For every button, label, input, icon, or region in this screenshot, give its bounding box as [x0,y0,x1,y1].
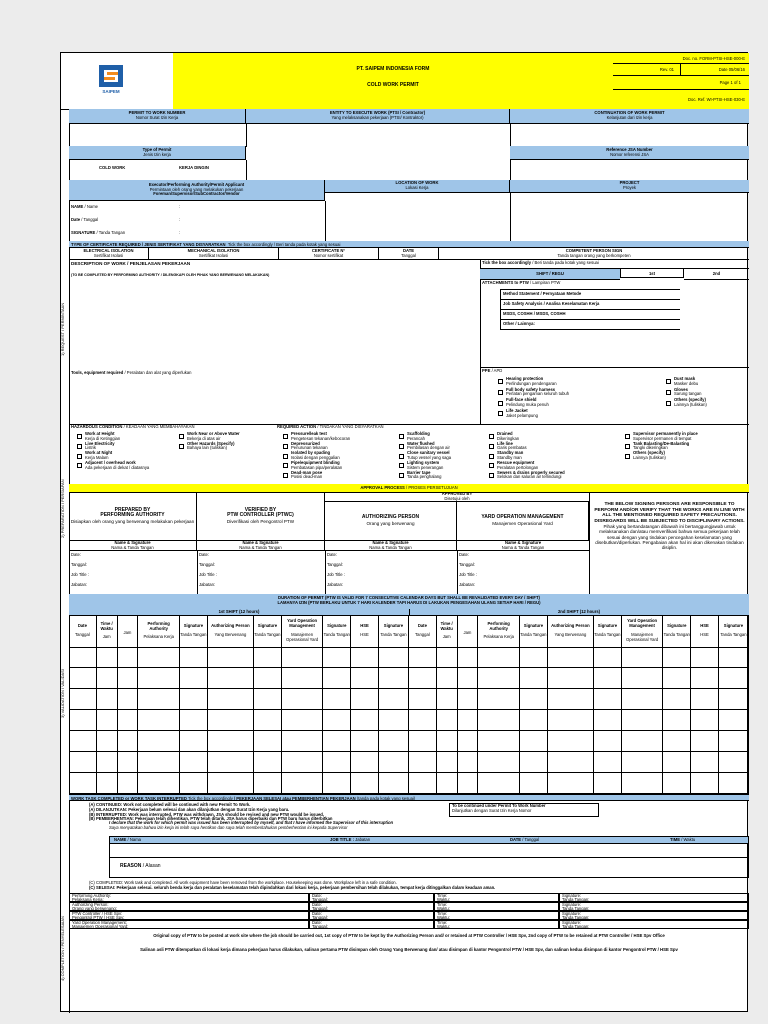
cold-work-label: COLD WORK [99,165,126,170]
logo-box [61,53,174,109]
cert-electrical: ELECTRICAL ISOLATION Sertifikat Isolasi [69,248,149,259]
project-header: PROJECT Proyek [510,180,749,193]
validation-col-header: Yard Operation Management Manajemen Operasional Yard [622,615,664,647]
approved-by: APPROVED BY Disetujui oleh [325,492,589,502]
date-field-label: Date / Tanggal [71,217,99,222]
name-sig-2: Name & Signature Nama & Tanda Tangan [197,541,325,551]
sign-box-1[interactable]: Date: Tanggal: Job Title : Jabatan: [69,551,198,594]
sign-cell[interactable]: Date: Tanggal: [309,893,434,902]
ref-jsa-field[interactable] [510,160,749,181]
action-item[interactable]: Standby man Standby man [489,451,565,461]
validation-col-header: Authorizing Person Yang Berwenang [208,615,254,647]
action-col-4 [399,432,451,480]
responsibility-notice: THE BELOW SIGNING PERSONS ARE RESPONSIBLE TO PERFORM AND/OR VERIFY THAT THE WORKS ARE IN LINE WITH ALL THE MENTIONED REQUIRED SAFETY PRECAUTIONS. DISREGARDS WILL BE SUBJECTED TO DISCIPLINARY ACTIONS. Pihak yang bertandatangan dibawah ini bertanggungjawab untuk melaksanakan dan/atau memverifikasi bahwa semua pekerjaan telah sesuai dengan yang tindakan pencegahan keselamatan yang disebutkan/diperlukan. Pengabaian akan hal ini akan dikenakan tindakan disiplin. [589,492,749,594]
verified-by: VERIFIED BY PTW CONTROLLER (PTWC) Diverifikasi oleh Pengontrol PTW [197,492,325,540]
declaration-input-row[interactable] [109,844,749,858]
rev: Rev. 01 [613,64,681,76]
cert-competent: COMPETENT PERSON SIGN Tanda tangan orang yang berkompeten [557,247,631,258]
validation-col-header: Signature Tanda Tangan [520,615,548,647]
page-number: Page 1 of 1 [613,76,749,90]
sign-box-4[interactable]: Date: Tanggal: Job Title : Jabatan: [459,552,477,587]
ppe-item[interactable]: Life Jacket Jaket pelampung [498,409,569,419]
validation-col-header: Performing Authority Pelaksana Kerja [478,615,520,647]
ppe-item[interactable]: Full-face shield Pelindung muka penuh [498,398,569,408]
hazard-item[interactable]: Work at Night Kerja Malam [77,451,149,461]
company-name: PT. SAIPEM INDONESIA FORM [356,66,430,72]
doc-date: Date 05/06/16 [681,64,749,76]
kerja-dingin-label: KERJA DINGIN [179,165,209,170]
action-item[interactable]: Others (specify) Lainnya (tuliskan) [625,451,698,461]
action-item[interactable]: Rescue equipment Peralatan pertolongan [489,461,565,471]
sign-cell[interactable]: Signature: Tanda Tangan: [559,911,749,920]
logo-text: SAIPEM [102,89,120,94]
description-title: DESCRIPTION OF WORK / PENJELASAN PEKERJAAN [71,261,191,266]
validation-grid[interactable] [69,647,749,794]
form-title: COLD WORK PERMIT [367,82,419,88]
validation-col-header: Signature Tanda Tangan [379,615,409,647]
ppe-item[interactable]: Gloves Sarung tangan [666,388,707,398]
completion-title: WORK TASK COMPLETED or WORK TASK INTERRUPTED Tick the box accordingly / PEKERJAAN SELESAI atau PEMBERHENTIAN PEKERJAAN (tanda pada kotak yang sesuai) [69,794,749,801]
attach-item[interactable]: MSDS, COSHH / MSDS, COSHH [500,309,680,319]
sign-cell[interactable]: Signature: Tanda Tangan: [559,893,749,902]
ppe-item[interactable]: Full body safety harness Perlatan pengaman seluruh tubuh [498,388,569,398]
hazard-item[interactable]: Adjacent / overhead work Ada pekerjaan di dekat / diatasnya [77,461,149,471]
authorizing-person: AUTHORIZING PERSON Orang yang berwenang [325,502,457,540]
sign-cell[interactable]: Signature: Tanda Tangan: [559,920,749,929]
cert-number: CERTIFICATE N° Nomor sertifikat [279,248,379,259]
executor-header: Executor/Performing Authority/Permit Applicant Permintaan oleh orang yang melakukan pekerjaan Foreman/Supervisor/SubContractor/Vendor [69,180,325,201]
hazard-col-1 [77,432,149,471]
sign-cell[interactable]: Time: Waktu: [434,893,559,902]
doc-number: Doc. no. FORM-PTSI-HSE-000-E [613,53,749,64]
action-item[interactable]: Barrier tape Tanda penghalang [399,471,451,481]
sidebar-preparation-label: 2) PREPARATION / PERSIAPAN [60,479,65,539]
shift-headers: 1st SHIFT (12 hours) 2nd SHIFT (12 hours) [69,609,749,616]
validation-col-header: Signature Tanda Tangan [719,615,749,647]
reason-label: REASON / Alasan [120,863,161,869]
project-field[interactable] [510,193,749,242]
validation-col-header: HSE HSE [691,615,719,647]
shift-second[interactable]: 2nd [684,268,749,280]
shift-first[interactable]: 1st [620,268,684,278]
shift-header: SHIFT / REGU [480,268,620,280]
action-item[interactable]: Pressure/leak test Pengetesan tekanan/kebocoran [283,432,350,442]
action-col-6 [625,432,698,461]
ppe-left-list [498,377,569,420]
checkbox[interactable] [498,390,503,395]
description-section [69,259,481,425]
location-header: LOCATION OF WORK Lokasi Kerja [325,180,510,193]
checkbox[interactable] [498,401,503,406]
attachments-list [500,289,680,330]
action-item[interactable]: Depressurized Penurunan tekanan [283,442,350,452]
action-item[interactable]: Lighting system Sistem penerangan [399,461,451,471]
hazard-item[interactable]: Live Electricity Listrik [77,442,149,452]
ppe-item[interactable]: Hearing protection Perlindungan pendengaran [498,377,569,387]
cert-date: DATE Tanggal [379,248,439,259]
action-item[interactable]: Sewers & drains properly secured Selokan dan saluran air terlindungi [489,471,565,481]
doc-ref: Doc. Ref. WI-PTSI-HSE-030-E [687,97,745,102]
yard-operation: YARD OPERATION MANAGEMENT Manajemen Operasional Yard [457,502,589,540]
sign-cell[interactable]: Time: Waktu: [434,902,559,911]
sign-cell[interactable]: Time: Waktu: [434,920,559,929]
certificate-title: TYPE OF CERTIFICATE REQUIRED / JENIS SERTIFIKAT YANG DISYARATKAN Tick the box accordingly / Beri tanda pada kotak yang sesuai [69,241,749,248]
cert-mechanical: MECHANICAL ISOLATION Sertifikat Isolasi [149,248,279,259]
hazard-item[interactable]: Other Hazards (Specify) Bahaya lain (tuliskan) [179,442,240,452]
entity-field[interactable] [246,124,511,181]
sidebar-request-label: 1) REQUEST / PERMINTAAN [60,302,65,356]
doc-info-box [613,53,749,109]
sign-cell[interactable]: Date: Tanggal: [309,920,434,929]
title-box [173,53,614,109]
hazard-item[interactable]: Work at Height Kerja di Ketinggian [77,432,149,442]
description-note: (TO BE COMPLETED BY PERFORMING AUTHORITY / DILENGKAPI OLEH PIHAK YANG BERWENANG MELAKUKAN) [71,273,270,277]
ppe-right-list [666,377,707,409]
validation-col-header: Signature Tanda Tangan [254,615,282,647]
validation-col-header: Signature Tanda Tangan [180,615,208,647]
ppe-item[interactable]: Others (specify) Lainnya (tuliskan) [666,398,707,408]
attach-item[interactable]: Method Statement / Pernyataan Metode [500,289,680,299]
checkbox[interactable] [666,401,671,406]
validation-col-header: Date Tanggal [69,615,97,647]
sign-cell[interactable]: Yard Operation Management: Manajemen Operasional Yard: [69,920,309,929]
hazard-col-2 [179,432,240,451]
continuation-header: CONTINUATION OF WORK PERMIT Kelanjutan dari Izin kerja [510,109,749,124]
attachments-section [480,259,749,425]
validation-col-header: Signature Tanda Tangan [594,615,622,647]
action-item[interactable]: Life line Garis pembatas [489,442,565,452]
action-item[interactable]: Pipe/equipment blinding Pembatasan pipa/peralatan [283,461,350,471]
action-item[interactable]: Scaffolding Perancah [399,432,451,442]
prepared-by: PREPARED BY PERFORMING AUTHORITY Disiapkan oleh orang yang berwenang melakukan pekerjaan [69,492,197,540]
sign-cell[interactable]: Date: Tanggal: [309,911,434,920]
approval-title: APPROVAL PROCESS / PROSES PERSETUJUAN [69,484,749,493]
location-field[interactable] [325,193,511,242]
sign-box-2[interactable]: Date: Tanggal: Job Title : Jabatan: [197,551,326,594]
action-item[interactable]: Drained Dikeringkan [489,432,565,442]
validation-col-header: Time / Waktu Jam [437,615,458,647]
permit-number-field[interactable] [69,124,247,147]
action-col-3 [283,432,350,480]
validation-col-header: Signature Tanda Tangan [323,615,351,647]
tick-note: Tick the box accordingly / Beri tanda pada kotak yang sesuai [482,260,599,265]
name-sig-3: Name & Signature Nama & Tanda Tangan [325,541,457,551]
checkbox[interactable] [498,379,503,384]
declaration: I declare that the work for which permit was issued has been interrupted by myself, and that I have informed the Supervisor of this interruption Saya menyatakan bahwa izin kerja ini telah saya hentikan dan saya telah memberitahukan pemberhentian ini kepada Supervisor [109,820,394,830]
declaration-fields-row: NAME / Nama JOB TITLE : Jabatan DATE / Tanggal TIME / Waktu [109,836,749,844]
saipem-logo-icon [99,65,123,87]
duration-header: DURATION OF PERMIT (PTW IS VALID FOR 7 CONSECUTIVE CALENDAR DAYS BUT SHALL BE REVALIDATED EVERY DAY / SHIFT) LAMANYA IZIN (PTW BERLAKU UNTUK 7 HARI KALENDER TAPI HARUS DI LAKUKAN PENGESAHAN ULANG SETIAP HARI / REGU) [69,594,749,610]
validation-col-header: Date Tanggal [409,615,437,647]
sign-cell[interactable]: PTW Controller / HSE Spv: Pengontrol PTW / HSE Spv: [69,911,309,920]
ref-jsa-header: Reference JSA Number Nomor referensi JSA [510,146,749,160]
validation-col-header: Authorizing Person Yang Berwenang [548,615,594,647]
action-item[interactable]: Supervisor permanently in place Supervisor permanen di tempat [625,432,698,442]
type-permit-header: Type of Permit Jenis Izin kerja [69,146,246,160]
validation-col-header: HSE HSE [351,615,379,647]
cold-work-permit-form [60,52,748,1012]
attachments-title: ATTACHMENTS to PTW / Lampiran PTW [482,280,561,285]
tools-label: Tools, equipment required / Peralatan dan alat yang diperlukan [71,370,192,375]
validation-col-headers [69,615,749,648]
reason-row[interactable] [109,858,749,878]
checkbox[interactable] [666,390,671,395]
checkbox[interactable] [498,411,503,416]
validation-col-header: Jam [458,615,479,647]
validation-col-header: Signature Tanda Tangan [663,615,691,647]
action-item[interactable]: Close sanitary vessel Tutup vessel yang saga [399,451,451,461]
hazards-section [69,424,749,485]
name-sig-1: Name & Signature Nama & Tanda Tangan [69,541,197,551]
footer-note-id: Salinan asli PTW ditempatkan di lokasi kerja dimana pekerjaan harus dilakukan, salinan pertama PTW disimpan oleh Orang Yang Berwenang dan/ atau disimpan di kantor Pengontrol PTW / HSE Spv, dan salinan kedua disimpan di kantor Pengontrol PTW / HSE Spv [140,947,678,952]
signature-field-label: SIGNATURE / Tanda Tangan [71,230,126,235]
name-field-label: NAME / Name [71,204,99,209]
continuation-field[interactable] [510,124,749,147]
applicant-fields: NAME / Name : Date / Tanggal : SIGNATURE / Tanda Tangan : [69,201,326,242]
action-item[interactable]: Dead-man pose Posisi dead-man [283,471,350,481]
attach-item[interactable]: Job Safety Analysis / Analisa Keselamatan Kerja [500,299,680,309]
sign-cell[interactable]: Date: Tanggal: [309,902,434,911]
completion-section [69,801,749,1013]
completion-options: (A) CONTINUED: Work not completed will be continued with new Permit To Work. (A) DILANJUTKAN: Pekerjaan belum selesai dan akan dilanjutkan dengan Surat Izin Kerja yang baru. (B) INTERRUPTED: Work was interrupted, PTW was withdrawn, JSA should be revised and new PTW would be issued. (B) PEMBERHENTIAN: Pekerjaan telah dihentikan, PTW telah ditarik, JSA harus diperbaiki dan PTW baru harus diterbitkan [89,802,333,822]
sign-cell[interactable]: Authorizing Person: Orang yang berwenang: [69,902,309,911]
footer-note-en: Original copy of PTW to be posted at work site where the job should be carried out, 1st copy of PTW to be kept by the Authorizing Person and/ or retained at PTW Controller / HSE Spv, 2nd copy of PTW to be retained at PTW Controller / HSE Spv Office [153,933,665,938]
name-sig-4: Name & Signature Nama & Tanda Tangan [457,541,589,551]
action-col-5 [489,432,565,480]
sign-cell[interactable]: Time: Waktu: [434,911,559,920]
sign-cell[interactable]: Performing Authority: Pelaksana Kerja: [69,893,309,902]
ppe-item[interactable]: Dust mask Masker debu [666,377,707,387]
sign-box-3[interactable]: Date: Tanggal: Job Title : Jabatan: [325,551,458,594]
type-permit-values [69,160,247,181]
completed-section: (C) COMPLETED: Work task and completed. All work equipment have been removed from the workplace. Housekeeping was done. Workplace left in a safe condition. (C) SELESAI: Pekerjaan selesai. seluruh benda kerja dan peralatan keselamatan telah dipindahkan dari lokasi kerja, pekerjaan pembersihan telah dilakukan, tempat kerja ditinggalkan dalam keadaan aman. [89,880,496,890]
sign-cell[interactable]: Signature: Tanda Tangan: [559,902,749,911]
validation-col-header: Performing Authority Pelaksana Kerja [138,615,180,647]
form-header [61,53,749,110]
validation-col-header: Yard Operation Management Manajemen Operasional Yard [282,615,324,647]
entity-header: ENTITY TO EXECUTE WORK (PTSI / Contractor) Yang melaksanakan pekerjaan (PTSI/ Kontraktor) [246,109,510,124]
validation-col-header: Jam [118,615,139,647]
hazard-item[interactable]: Work Near or Above Water Bekerja di atas air [179,432,240,442]
hazards-title: HAZARDOUS CONDITION / KEADAAN YANG MEMBAHAYAKAN [71,424,195,429]
required-action-title: REQUIRED ACTION / TINDAKAN YANG DISYARATKAN [277,424,384,429]
continued-permit-field[interactable]: To be continued under Permit To Work Number Dilanjutkan dengan Surat Izin Kerja Nomor [449,803,599,817]
sidebar-validation-label: 3) VALIDATION / VALIDASI [60,669,65,719]
approval-section [69,492,749,595]
validation-col-header: Time / Waktu Jam [97,615,118,647]
action-item[interactable]: Tank Balasting/De-Balasting Tangki dikeringkan [625,442,698,452]
ppe-title: PPE / APD [482,368,503,373]
permit-number-header: PERMIT TO WORK NUMBER Nomor Surat Izin Kerja [69,109,246,124]
checkbox[interactable] [666,379,671,384]
sidebar-completion-label: 4) COMPLETION / PENYELESAIAN [60,916,65,982]
action-item[interactable]: Isolated by spading Isolasi dengan penggalian [283,451,350,461]
attach-item[interactable]: Other / Lainnya: [500,319,680,330]
action-item[interactable]: Water flushed Pembilasan dengan air [399,442,451,452]
